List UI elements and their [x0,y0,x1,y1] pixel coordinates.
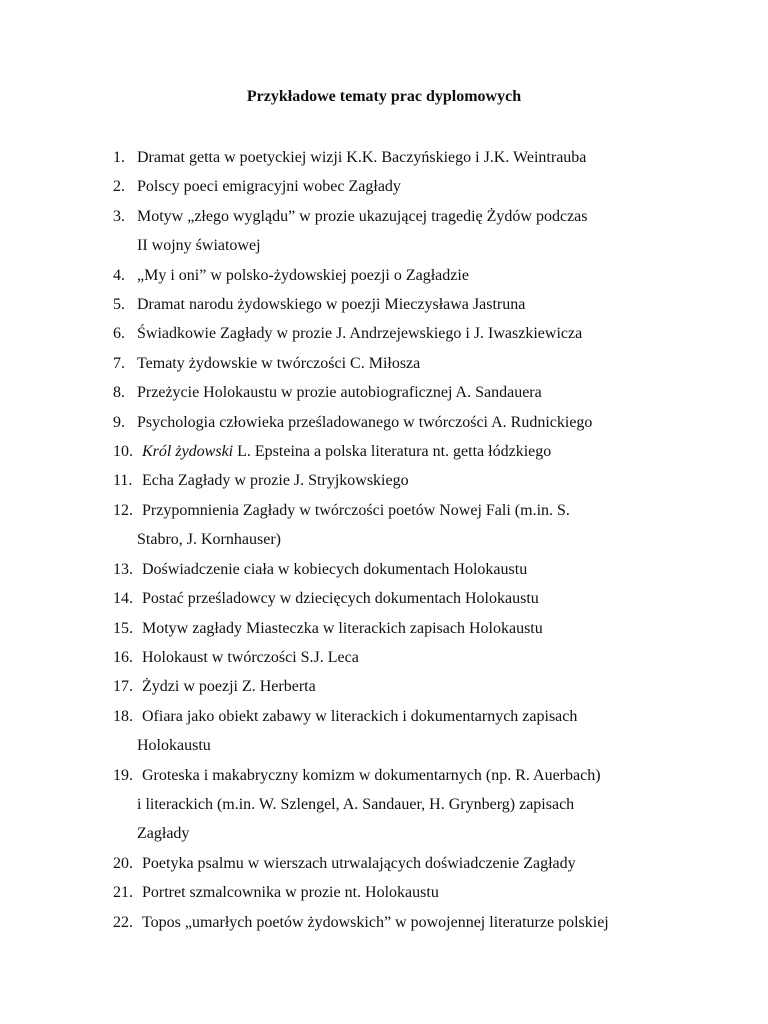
list-item [113,555,683,584]
list-item [113,202,683,261]
list-item [113,496,683,555]
item-text: Portret szmalcownika w prozie nt. Holokaustu [142,884,439,902]
item-number: 12. [113,501,133,519]
item-number: 9. [113,413,125,431]
item-text: Dramat narodu żydowskiego w poezji Mieczysława Jastruna [137,296,526,314]
list-item [113,672,683,701]
item-number: 3. [113,207,125,225]
item-text: Echa Zagłady w prozie J. Stryjkowskiego [142,472,409,490]
item-text: L. Epsteina a polska literatura nt. getta łódzkiego [233,443,552,461]
item-number: 20. [113,854,133,872]
item-text-italic-title: Król żydowski [142,443,234,461]
list-item [113,614,683,643]
list-item [113,643,683,672]
item-text-continuation: i literackich (m.in. W. Szlengel, A. Sandauer, H. Grynberg) zapisach [137,795,575,813]
item-text-continuation: Holokaustu [137,737,211,755]
item-text: Motyw zagłady Miasteczka w literackich zapisach Holokaustu [142,619,543,637]
item-text: Świadkowie Zagłady w prozie J. Andrzejewskiego i J. Iwaszkiewicza [137,325,583,343]
item-number: 19. [113,766,133,784]
item-text-continuation: Stabro, J. Kornhauser) [137,531,281,549]
item-text: Topos „umarłych poetów żydowskich” w powojennej literaturze polskiej [142,913,609,931]
list-item [113,261,683,290]
item-number: 2. [113,178,125,196]
list-item [113,437,683,466]
item-text-continuation: Zagłady [137,825,190,843]
item-number: 11. [113,472,133,490]
item-text: Groteska i makabryczny komizm w dokumentarnych (np. R. Auerbach) [142,766,601,784]
item-number: 16. [113,648,133,666]
item-text: Żydzi w poezji Z. Herberta [142,678,316,696]
item-text: Przypomnienia Zagłady w twórczości poetów Nowej Fali (m.in. S. [142,501,570,519]
item-number: 1. [113,149,125,166]
item-number: 6. [113,325,125,343]
item-text: „My i oni” w polsko-żydowskiej poezji o Zagładzie [137,266,469,284]
item-text: Ofiara jako obiekt zabawy w literackich i dokumentarnych zapisach [142,707,578,725]
item-text: Tematy żydowskie w twórczości C. Miłosza [137,354,421,372]
item-number: 14. [113,590,133,608]
list-item [113,702,683,761]
list-item [113,761,683,849]
item-text: Psychologia człowieka prześladowanego w twórczości A. Rudnickiego [137,413,593,431]
item-number: 18. [113,707,133,725]
item-text: Doświadczenie ciała w kobiecych dokumentach Holokaustu [142,560,528,578]
item-text: Przeżycie Holokaustu w prozie autobiograficznej A. Sandauera [137,384,542,402]
list-item [113,466,683,495]
item-text: Motyw „złego wyglądu” w prozie ukazującej tragedię Żydów podczas [137,207,588,225]
list-item [113,172,683,201]
item-number: 22. [113,913,133,931]
list-item [113,319,683,348]
document-title: Przykładowe tematy prac dyplomowych [246,88,522,105]
list-item [113,908,683,937]
item-number: 7. [113,354,125,372]
list-item [113,143,683,172]
item-number: 4. [113,266,125,284]
item-number: 10. [113,443,133,461]
item-text-continuation: II wojny światowej [137,237,261,255]
list-item [113,408,683,437]
item-text: Postać prześladowcy w dziecięcych dokumentach Holokaustu [142,590,539,608]
list-item [113,378,683,407]
item-number: 21. [113,884,133,902]
item-number: 5. [113,296,125,314]
list-item [113,290,683,319]
list-item [113,849,683,878]
item-number: 8. [113,384,125,402]
item-number: 13. [113,560,133,578]
item-text: Poetyka psalmu w wierszach utrwalających doświadczenie Zagłady [142,854,576,872]
topic-list [113,143,683,937]
list-item [113,584,683,613]
item-text: Holokaust w twórczości S.J. Leca [142,648,359,666]
item-text: Dramat getta w poetyckiej wizji K.K. Baczyńskiego i J.K. Weintrauba [137,149,587,166]
item-number: 17. [113,678,133,696]
item-number: 15. [113,619,133,637]
item-text: Polscy poeci emigracyjni wobec Zagłady [137,178,401,196]
list-item [113,878,683,907]
list-item [113,349,683,378]
